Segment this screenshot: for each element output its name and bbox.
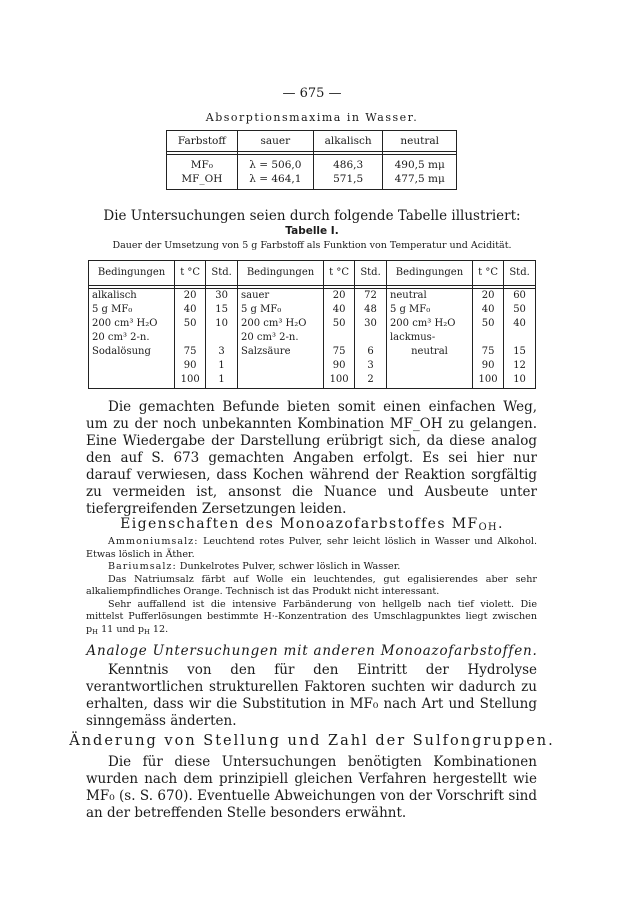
table2-cell: 200 cm³ H₂O: [386, 317, 472, 331]
table2-cell: 30: [355, 317, 387, 331]
table2-cell: 100: [324, 373, 355, 389]
table2-header: Bedingungen: [89, 261, 175, 286]
page-number: — 675 —: [282, 86, 342, 101]
heading-text: Eigenschaften des Monoazofarbstoffes MF: [120, 516, 479, 532]
table2-cell: 10: [504, 373, 536, 389]
table2-cell: 20: [324, 289, 355, 304]
note-text: Sehr auffallend ist die intensive Farbänderung von hellgelb nach tief violett. Die mittelst Pufferlösungen bestimmte H·-Konzentration des Umschlagpunktes liegt zwischen p: [86, 598, 537, 635]
table2-cell: 3: [355, 359, 387, 373]
note-sodium: Das Natriumsalz färbt auf Wolle ein leuchtendes, gut egalisierendes aber sehr alkaliempfindliches Orange. Technisch ist das Produkt nicht interessant.: [86, 573, 537, 597]
ph-subscript: H: [144, 627, 150, 636]
table1-caption: Absorptionsmaxima in Wasser.: [205, 111, 419, 124]
table1-header: Farbstoff: [167, 131, 238, 152]
table2-cell: 40: [324, 303, 355, 317]
table2-cell: 1: [206, 359, 238, 373]
table-row: [89, 373, 536, 389]
table2-header: Std.: [206, 261, 238, 286]
reaction-time-table: [88, 260, 536, 389]
table2-cell: [504, 331, 536, 345]
note-color-change: [86, 599, 537, 637]
table2-cell: 90: [324, 359, 355, 373]
table-row: [89, 359, 536, 373]
table1-cell: λ = 506,0: [237, 155, 313, 173]
section-heading-sulfon: Änderung von Stellung und Zahl der Sulfongruppen.: [69, 733, 555, 749]
ph-subscript: H: [92, 627, 99, 636]
table2-cell: [237, 373, 323, 389]
table2-cell: 100: [473, 373, 504, 389]
table-row: [89, 303, 536, 317]
paragraph-2: Kenntnis von den für den Eintritt der Hydrolyse verantwortlichen strukturellen Faktoren suchten wir dadurch zu erhalten, dass wir die Substitution in MF₀ nach Art und Stellung sinngemäss änderten.: [86, 662, 537, 729]
table2-cell: 2: [355, 373, 387, 389]
table2-cell: 90: [473, 359, 504, 373]
table-row: [167, 172, 457, 190]
table2-cell: 72: [355, 289, 387, 304]
table1-header: sauer: [237, 131, 313, 152]
note-label: Bariumsalz:: [108, 561, 177, 572]
table2-cell: 200 cm³ H₂O: [237, 317, 323, 331]
table2-cell: [355, 331, 387, 345]
table2-cell: [386, 373, 472, 389]
table2-cell: 200 cm³ H₂O: [89, 317, 175, 331]
table2-cell: 20 cm³ 2-n.: [237, 331, 323, 345]
table2-header: t °C: [473, 261, 504, 286]
table2-cell: lackmus-: [386, 331, 472, 345]
table1-cell: 490,5 mμ: [383, 155, 457, 173]
note-text: 12.: [149, 623, 169, 635]
table-row: [89, 331, 536, 345]
table2-cell: 90: [175, 359, 206, 373]
table2-cell: 15: [206, 303, 238, 317]
table2-cell: alkalisch: [89, 289, 175, 304]
table2-cell: 3: [206, 345, 238, 359]
table2-cell: 12: [504, 359, 536, 373]
heading-subscript: OH: [478, 522, 499, 533]
table2-cell: 5 g MF₀: [237, 303, 323, 317]
absorption-table: [166, 130, 457, 190]
table-row: [89, 289, 536, 304]
table-row: [89, 317, 536, 331]
table2-cell: sauer: [237, 289, 323, 304]
table2-cell: neutral: [386, 345, 472, 359]
table2-cell: 48: [355, 303, 387, 317]
note-ammonium: [86, 536, 537, 561]
note-text: 11 und p: [98, 623, 145, 635]
table1-cell: 571,5: [313, 172, 382, 190]
table1-cell: MF_OH: [167, 172, 238, 190]
table2-header: Bedingungen: [386, 261, 472, 286]
table1-header: neutral: [383, 131, 457, 152]
table1-cell: 486,3: [313, 155, 382, 173]
table2-cell: 40: [504, 317, 536, 331]
table2-cell: 60: [504, 289, 536, 304]
table2-cell: Salzsäure: [237, 345, 323, 359]
table2-cell: 100: [175, 373, 206, 389]
table1-cell: MF₀: [167, 155, 238, 173]
note-text: Leuchtend rotes Pulver, sehr leicht löslich in Wasser und Alkohol. Etwas löslich in Äther.: [86, 536, 537, 560]
table2-cell: [324, 331, 355, 345]
paragraph-3: Die für diese Untersuchungen benötigten Kombinationen wurden nach dem prinzipiell gleichen Verfahren hergestellt wie MF₀ (s. S. 670). Eventuelle Abweichungen von der Vorschrift sind an der betreffenden Stelle besonders erwähnt.: [86, 754, 537, 821]
table2-cell: 10: [206, 317, 238, 331]
paragraph-1: Die gemachten Befunde bieten somit einen einfachen Weg, um zu der noch unbekannten Kombination MF_OH zu gelangen. Eine Wiedergabe der Darstellung erübrigt sich, da diese analog den auf S. 673 gemachten Angaben erfolgt. Es sei hier nur darauf verwiesen, dass Kochen während der Reaktion sorgfältig zu vermeiden ist, ansonst die Nuance und Ausbeute unter tiefergreifenden Zersetzungen leiden.: [86, 399, 537, 517]
properties-notes: [86, 536, 537, 636]
section-heading-properties: [0, 516, 624, 532]
table2-cell: 50: [324, 317, 355, 331]
table2-cell: 20 cm³ 2-n.: [89, 331, 175, 345]
table2-cell: 30: [206, 289, 238, 304]
table2-header: Std.: [504, 261, 536, 286]
table2-cell: [386, 359, 472, 373]
table2-header: Std.: [355, 261, 387, 286]
table2-caption: Dauer der Umsetzung von 5 g Farbstoff als Funktion von Temperatur und Acidität.: [112, 240, 512, 251]
table2-cell: 5 g MF₀: [89, 303, 175, 317]
table1-header: alkalisch: [313, 131, 382, 152]
table1-cell: 477,5 mμ: [383, 172, 457, 190]
table2-cell: 75: [324, 345, 355, 359]
table2-header: t °C: [175, 261, 206, 286]
table2-cell: [89, 359, 175, 373]
table-row: [89, 345, 536, 359]
table2-cell: 75: [175, 345, 206, 359]
table2-cell: 15: [504, 345, 536, 359]
table2-cell: 5 g MF₀: [386, 303, 472, 317]
table2-cell: 50: [175, 317, 206, 331]
table2-cell: 6: [355, 345, 387, 359]
table2-cell: 50: [473, 317, 504, 331]
table2-cell: neutral: [386, 289, 472, 304]
table2-title: Tabelle I.: [285, 225, 339, 237]
section-heading-analog: Analoge Untersuchungen mit anderen Monoazofarbstoffen.: [86, 643, 538, 659]
table2-cell: [473, 331, 504, 345]
note-label: Ammoniumsalz:: [108, 536, 199, 547]
table2-cell: 20: [175, 289, 206, 304]
table-row: [167, 155, 457, 173]
table2-cell: 50: [504, 303, 536, 317]
heading-end: .: [498, 516, 504, 532]
table2-cell: 40: [473, 303, 504, 317]
intro-sentence: Die Untersuchungen seien durch folgende Tabelle illustriert:: [103, 208, 521, 224]
table2-cell: [89, 373, 175, 389]
table2-header: Bedingungen: [237, 261, 323, 286]
note-text: Dunkelrotes Pulver, schwer löslich in Wasser.: [176, 561, 401, 572]
table1-cell: λ = 464,1: [237, 172, 313, 190]
table2-cell: 20: [473, 289, 504, 304]
table2-cell: [206, 331, 238, 345]
table2-cell: 1: [206, 373, 238, 389]
table2-cell: [175, 331, 206, 345]
table2-cell: 75: [473, 345, 504, 359]
table2-cell: [237, 359, 323, 373]
table2-cell: 40: [175, 303, 206, 317]
note-barium: [86, 561, 537, 574]
table2-header: t °C: [324, 261, 355, 286]
table2-cell: Sodalösung: [89, 345, 175, 359]
